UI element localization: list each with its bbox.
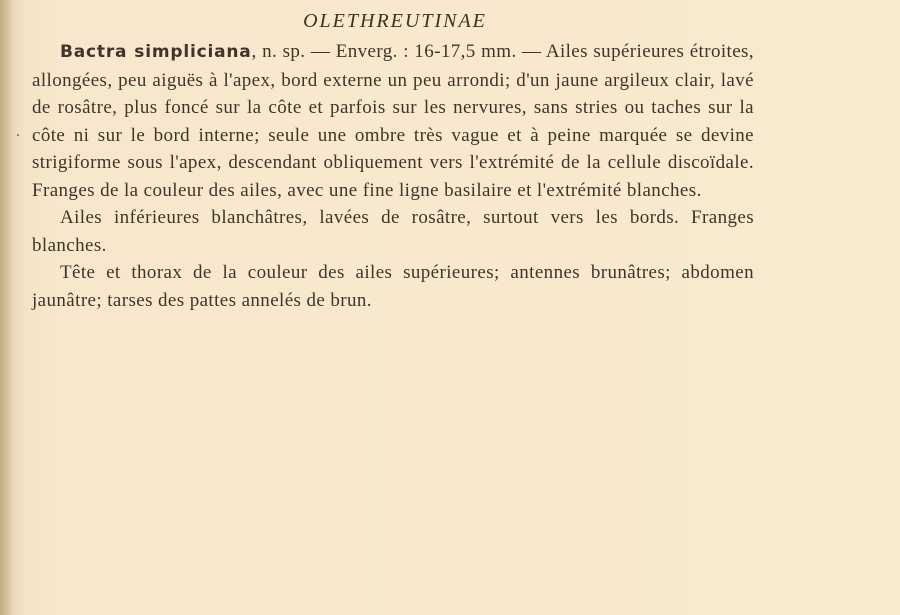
- print-speck: .: [16, 123, 20, 140]
- book-spine-shadow: [0, 0, 14, 615]
- paragraph-upper-wings: [32, 38, 754, 204]
- paragraph-head-thorax: Tête et thorax de la couleur des ailes supérieures; antennes brunâtres; abdomen jaunâtre; tarses des pattes annelés de brun.: [32, 262, 754, 311]
- species-description: [32, 38, 754, 314]
- species-name: Bactra simpliciana: [60, 42, 252, 62]
- section-heading: OLETHREUTINAE: [303, 10, 487, 32]
- paragraph-upper-wings-text: , n. sp. — Enverg. : 16-17,5 mm. — Ailes supérieures étroites, allongées, peu aiguës à l'apex, bord externe un peu arrondi; d'un jaune argileux clair, lavé de rosâtre, plus foncé sur la côte et parfois sur les nervures, sans stries ou taches sur la côte ni sur le bord interne; seule une ombre très vague et à peine marquée se devine strigiforme sous l'apex, descendant obliquement vers l'extrémité de la cellule discoïdale. Franges de la couleur des ailes, avec une fine ligne basilaire et l'extrémité blanches.: [32, 41, 754, 201]
- paragraph-lower-wings: Ailes inférieures blanchâtres, lavées de rosâtre, surtout vers les bords. Franges blanches.: [32, 207, 754, 256]
